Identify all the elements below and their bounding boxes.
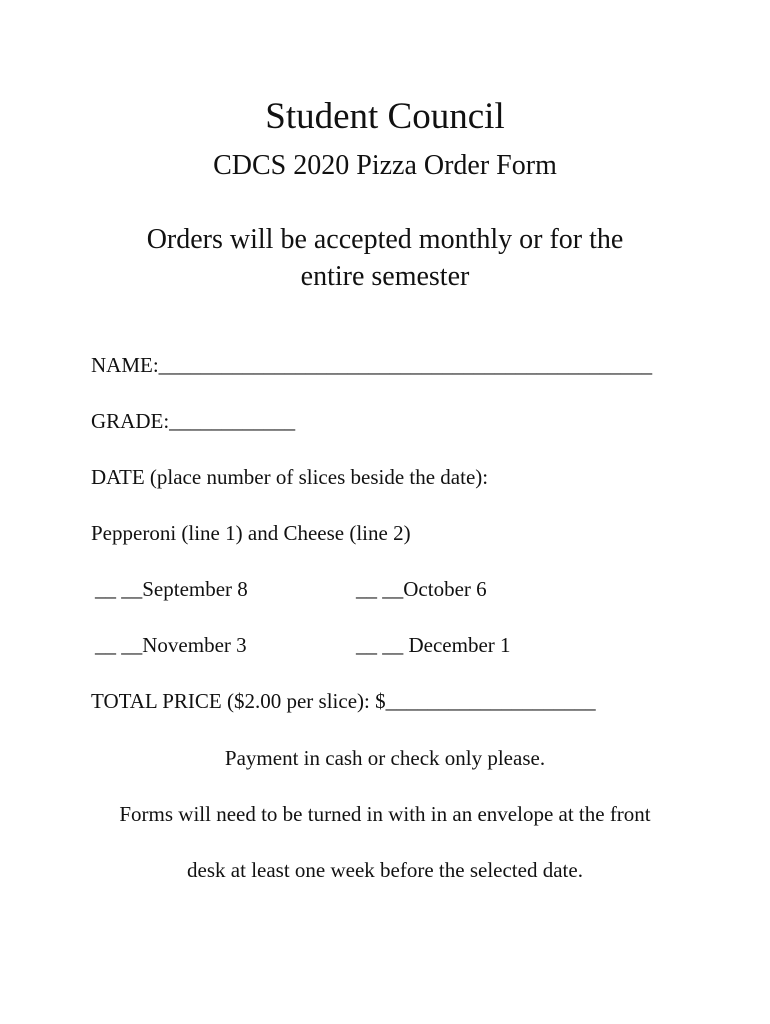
date-entry-october[interactable]: __ __October 6 bbox=[356, 577, 487, 601]
total-price-field[interactable]: TOTAL PRICE ($2.00 per slice): $____________________ bbox=[91, 689, 596, 713]
date-entry-november[interactable]: __ __November 3 bbox=[95, 633, 247, 657]
date-entry-december[interactable]: __ __ December 1 bbox=[356, 633, 511, 657]
submission-note-line-2: desk at least one week before the selected date. bbox=[187, 858, 583, 882]
form-subtitle: CDCS 2020 Pizza Order Form bbox=[213, 150, 557, 181]
date-instruction: DATE (place number of slices beside the date): bbox=[91, 465, 489, 489]
order-notice-line-1: Orders will be accepted monthly or for the bbox=[146, 224, 624, 255]
payment-note: Payment in cash or check only please. bbox=[224, 746, 546, 770]
pizza-line-legend: Pepperoni (line 1) and Cheese (line 2) bbox=[91, 521, 411, 545]
grade-field[interactable]: GRADE:____________ bbox=[91, 409, 296, 433]
form-title: Student Council bbox=[265, 96, 505, 137]
order-notice-line-2: entire semester bbox=[300, 261, 470, 292]
name-field[interactable]: NAME:_______________________________________________ bbox=[91, 353, 653, 377]
submission-note-line-1: Forms will need to be turned in with in an envelope at the front bbox=[119, 802, 651, 826]
date-entry-september[interactable]: __ __September 8 bbox=[95, 577, 248, 601]
